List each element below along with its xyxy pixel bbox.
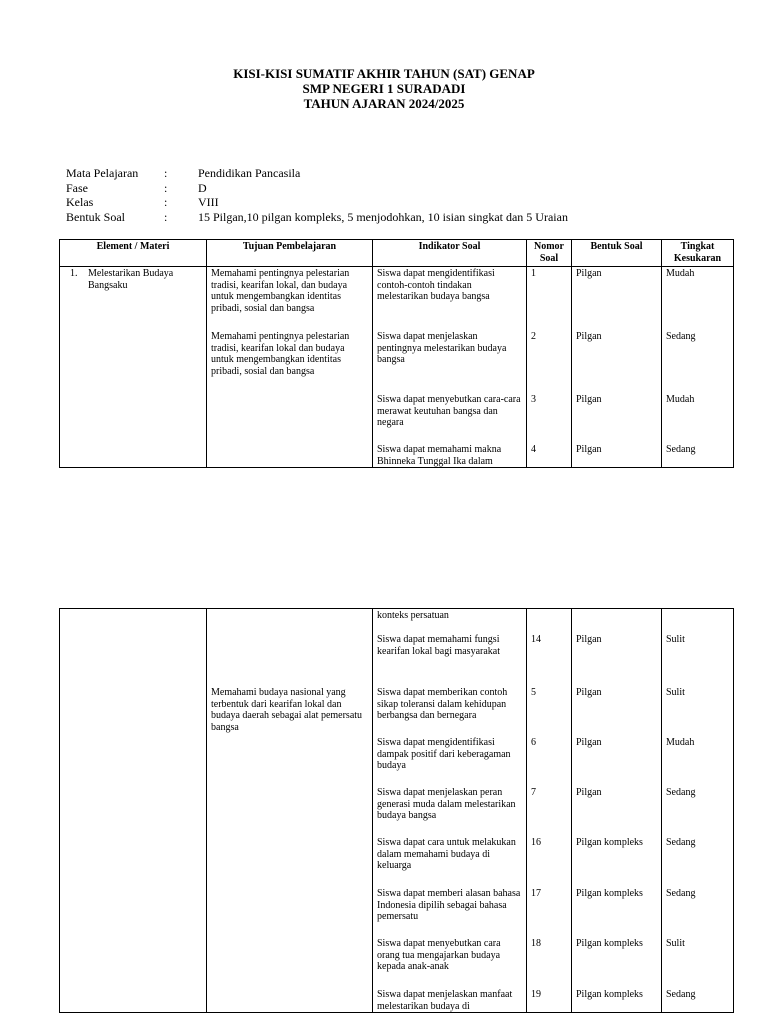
- bentuk-text: Pilgan kompleks: [576, 989, 643, 1000]
- indikator-cell: [373, 267, 527, 468]
- indikator-text: Siswa dapat memahami fungsi kearifan lokal bagi masyarakat: [377, 634, 500, 657]
- table-header-row: [60, 240, 734, 267]
- materi-item: [64, 268, 202, 291]
- document-info: [66, 166, 568, 224]
- header-tujuan-pembelajaran: Tujuan Pembelajaran: [207, 240, 373, 267]
- nomor-text: 1: [531, 268, 536, 279]
- tingkat-text: Sedang: [666, 837, 696, 848]
- info-value: Pendidikan Pancasila: [198, 166, 301, 180]
- tingkat-text: Mudah: [666, 737, 695, 748]
- bentuk-text: [572, 609, 661, 633]
- tujuan-cell: [207, 609, 373, 1013]
- nomor-text: 18: [531, 938, 541, 949]
- tingkat-cell: [662, 267, 734, 468]
- indikator-cell: [373, 609, 527, 1013]
- header-nomor-soal: Nomor Soal: [527, 240, 572, 267]
- indikator-text: Siswa dapat menjelaskan peran generasi muda dalam melestarikan budaya bangsa: [377, 787, 516, 821]
- nomor-text: 3: [531, 394, 536, 405]
- tujuan-text: Memahami budaya nasional yang terbentuk dari kearifan lokal dan budaya daerah sebagai alat pemersatu bangsa: [211, 687, 363, 733]
- info-colon: :: [164, 195, 168, 209]
- info-label: Kelas: [66, 195, 94, 209]
- tingkat-text: Sedang: [666, 331, 696, 342]
- tujuan-cell: [207, 267, 373, 468]
- info-value: 15 Pilgan,10 pilgan kompleks, 5 menjodohkan, 10 isian singkat dan 5 Uraian: [198, 209, 568, 224]
- info-row-kelas: [66, 195, 568, 210]
- nomor-text: 19: [531, 989, 541, 1000]
- indikator-text: Siswa dapat menyebutkan cara orang tua mengajarkan budaya kepada anak-anak: [377, 938, 501, 972]
- tingkat-text: Sulit: [666, 634, 685, 645]
- element-materi-cell: [60, 609, 207, 1013]
- nomor-text: 7: [531, 787, 536, 798]
- nomor-text: 2: [531, 331, 536, 342]
- indikator-text: konteks persatuan: [377, 610, 449, 621]
- materi-text: Melestarikan Budaya Bangsaku: [88, 268, 174, 291]
- indikator-text: Siswa dapat cara untuk melakukan dalam memahami budaya di keluarga: [377, 837, 516, 871]
- nomor-text: [527, 609, 571, 633]
- info-row-bentuk-soal: [66, 210, 568, 225]
- tingkat-text: Mudah: [666, 394, 695, 405]
- bentuk-text: Pilgan kompleks: [576, 888, 643, 899]
- materi-number: 1.: [70, 268, 78, 279]
- nomor-text: 14: [531, 634, 541, 645]
- info-colon: :: [164, 209, 168, 224]
- element-materi-cell: [60, 267, 207, 468]
- info-value: VIII: [198, 195, 219, 209]
- info-row-mata-pelajaran: [66, 166, 568, 181]
- bentuk-text: Pilgan: [576, 737, 602, 748]
- indikator-text: Siswa dapat mengidentifikasi dampak positif dari keberagaman budaya: [377, 737, 511, 771]
- indikator-text: Siswa dapat memberikan contoh sikap toleransi dalam kehidupan berbangsa dan bernegara: [377, 687, 508, 721]
- tingkat-text: Sulit: [666, 938, 685, 949]
- table-row: [60, 267, 734, 468]
- title-line-2: SMP NEGERI 1 SURADADI: [302, 81, 466, 96]
- header-bentuk-soal: Bentuk Soal: [572, 240, 662, 267]
- indikator-text: Siswa dapat mengidentifikasi contoh-contoh tindakan melestarikan budaya bangsa: [377, 268, 495, 302]
- info-label: Fase: [66, 180, 88, 195]
- tingkat-text: [662, 609, 733, 633]
- bentuk-text: Pilgan: [576, 634, 602, 645]
- tingkat-text: Sedang: [666, 787, 696, 798]
- bentuk-text: Pilgan: [576, 268, 602, 279]
- title-line-1: KISI-KISI SUMATIF AKHIR TAHUN (SAT) GENAP: [233, 66, 535, 81]
- nomor-cell: [527, 267, 572, 468]
- title-line-3: TAHUN AJARAN 2024/2025: [303, 96, 465, 111]
- kisi-kisi-table-page-1: [59, 239, 734, 468]
- info-colon: :: [164, 180, 168, 195]
- tingkat-text: Sedang: [666, 989, 696, 1000]
- nomor-text: 5: [531, 687, 536, 698]
- indikator-text: Siswa dapat memahami makna Bhinneka Tunggal Ika dalam: [377, 444, 502, 467]
- info-label: Mata Pelajaran: [66, 166, 139, 180]
- table-row: [60, 609, 734, 1013]
- kisi-kisi-table-page-2: [59, 608, 734, 1013]
- nomor-text: 17: [531, 888, 541, 899]
- tingkat-text: Mudah: [666, 268, 695, 279]
- tingkat-cell: [662, 609, 734, 1013]
- bentuk-text: Pilgan: [576, 787, 602, 798]
- bentuk-text: Pilgan: [576, 444, 602, 455]
- tujuan-text: Memahami pentingnya pelestarian tradisi, kearifan lokal dan budaya untuk mengembangkan identitas pribadi, sosial dan bangsa: [211, 331, 350, 377]
- bentuk-text: Pilgan: [576, 394, 602, 405]
- nomor-text: 4: [531, 444, 536, 455]
- nomor-cell: [527, 609, 572, 1013]
- nomor-text: 6: [531, 737, 536, 748]
- header-element-materi: Element / Materi: [60, 240, 207, 267]
- bentuk-cell: [572, 267, 662, 468]
- indikator-text: Siswa dapat menjelaskan pentingnya melestarikan budaya bangsa: [377, 331, 507, 365]
- tingkat-text: Sedang: [666, 888, 696, 899]
- tingkat-text: Sulit: [666, 687, 685, 698]
- bentuk-cell: [572, 609, 662, 1013]
- tingkat-text: Sedang: [666, 444, 696, 455]
- nomor-text: 16: [531, 837, 541, 848]
- header-indikator-soal: Indikator Soal: [373, 240, 527, 267]
- info-row-fase: [66, 181, 568, 196]
- indikator-text: Siswa dapat memberi alasan bahasa Indonesia dipilih sebagai bahasa pemersatu: [377, 888, 521, 922]
- indikator-text: Siswa dapat menjelaskan manfaat melestarikan budaya di: [377, 989, 513, 1012]
- bentuk-text: Pilgan kompleks: [576, 938, 643, 949]
- indikator-text: Siswa dapat menyebutkan cara-cara merawat keutuhan bangsa dan negara: [377, 394, 521, 428]
- bentuk-text: Pilgan: [576, 331, 602, 342]
- tujuan-spacer: [207, 609, 372, 686]
- bentuk-text: Pilgan: [576, 687, 602, 698]
- info-label: Bentuk Soal: [66, 209, 125, 224]
- document-title: [0, 66, 768, 111]
- info-colon: :: [164, 166, 168, 180]
- header-tingkat-kesukaran: Tingkat Kesukaran: [662, 240, 734, 267]
- bentuk-text: Pilgan kompleks: [576, 837, 643, 848]
- tujuan-text: Memahami pentingnya pelestarian tradisi, kearifan lokal, dan budaya untuk mengembangkan identitas pribadi, sosial dan bangsa: [211, 268, 350, 314]
- info-value: D: [198, 180, 207, 195]
